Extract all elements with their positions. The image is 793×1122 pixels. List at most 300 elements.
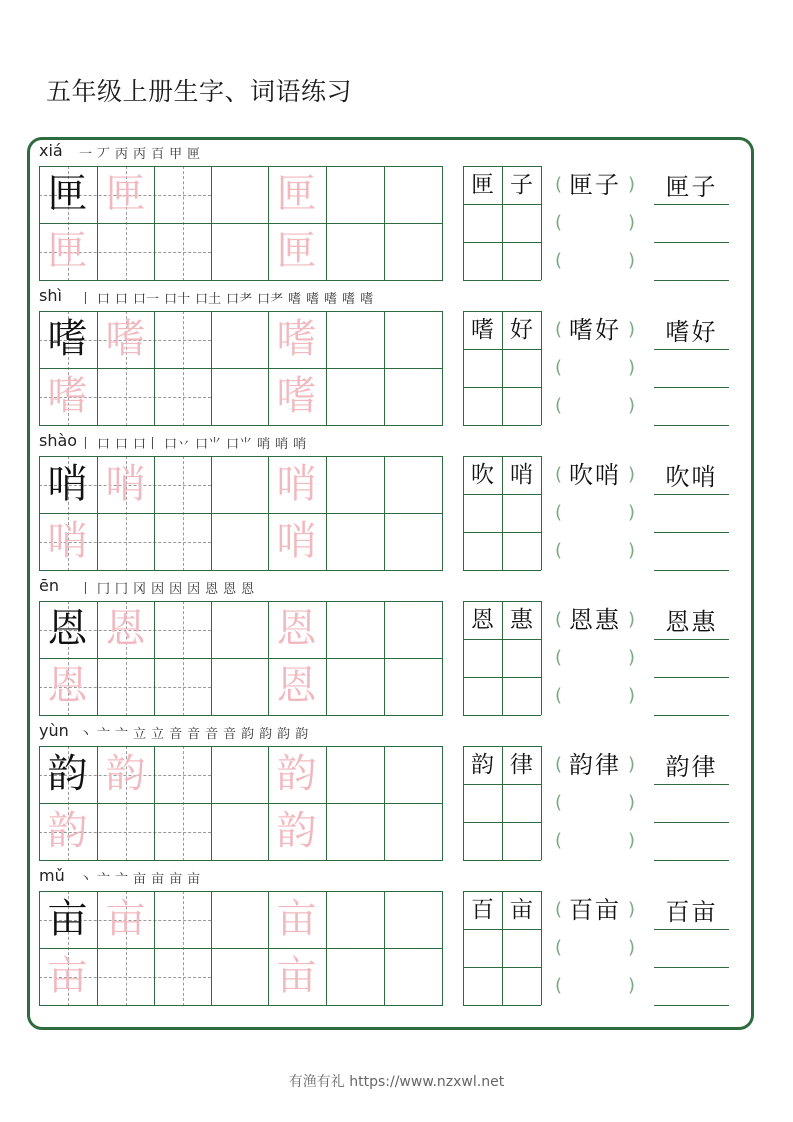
writing-cell[interactable] <box>384 658 441 715</box>
right-paren: ) <box>627 792 635 813</box>
writing-cell[interactable] <box>211 223 268 280</box>
paren-word: 吹哨 <box>569 461 621 489</box>
blank-parens[interactable] <box>555 204 635 242</box>
right-paren: ) <box>627 357 635 378</box>
trace-character: 嗜 <box>47 373 88 419</box>
writing-cell[interactable] <box>326 746 383 803</box>
grid-line <box>541 456 542 570</box>
writing-cell[interactable] <box>211 746 268 803</box>
grid-line <box>463 822 541 823</box>
trace-character: 嗜 <box>105 316 146 362</box>
stroke-step: 一 <box>79 147 93 162</box>
stroke-step: 嗜 <box>342 292 356 307</box>
right-paren: ) <box>627 754 635 775</box>
trace-character: 恩 <box>105 606 146 652</box>
writing-cell[interactable] <box>326 513 383 570</box>
writing-cell[interactable] <box>154 456 211 513</box>
answer-line[interactable] <box>654 204 729 243</box>
stroke-step: 百 <box>151 147 165 162</box>
left-paren: ( <box>555 250 563 271</box>
trace-character: 恩 <box>276 606 317 652</box>
writing-cell[interactable] <box>97 891 154 948</box>
answer-line[interactable] <box>654 349 729 388</box>
blank-parens[interactable] <box>555 639 635 677</box>
answer-word: 嗜好 <box>665 318 718 346</box>
trace-character: 恩 <box>276 663 317 709</box>
stroke-step: 丙 <box>133 147 147 162</box>
practice-section <box>0 282 793 427</box>
grid-line <box>541 311 542 425</box>
word-character: 律 <box>510 752 533 778</box>
writing-grid <box>39 746 442 861</box>
paren-word: 嗜好 <box>569 316 621 344</box>
writing-cell[interactable] <box>268 746 325 803</box>
trace-character: 亩 <box>276 896 317 942</box>
stroke-step: 韵 <box>277 727 291 742</box>
answer-word: 恩惠 <box>665 608 718 636</box>
stroke-order <box>79 723 313 742</box>
writing-cell[interactable] <box>97 223 154 280</box>
answer-line[interactable] <box>654 242 729 281</box>
stroke-step: 立 <box>151 727 165 742</box>
word-character: 匣 <box>471 172 494 198</box>
stroke-step: 丶 <box>79 872 93 887</box>
paren-word: 韵律 <box>569 751 621 779</box>
word-character: 韵 <box>471 752 494 778</box>
grid-line <box>463 715 541 716</box>
right-paren: ) <box>627 212 635 233</box>
writing-grid <box>39 456 442 571</box>
stroke-step: 恩 <box>205 582 219 597</box>
blank-parens[interactable] <box>555 929 635 967</box>
writing-cell[interactable] <box>384 456 441 513</box>
stroke-step: 亠 <box>97 872 111 887</box>
writing-grid <box>39 311 442 426</box>
writing-cell[interactable] <box>326 948 383 1005</box>
left-paren: ( <box>555 609 563 630</box>
stroke-step: 恩 <box>223 582 237 597</box>
answer-word: 韵律 <box>665 753 718 781</box>
left-paren: ( <box>555 174 563 195</box>
trace-character: 韵 <box>105 751 146 797</box>
writing-grid <box>39 166 442 281</box>
word-grid <box>463 456 541 570</box>
writing-cell[interactable] <box>268 311 325 368</box>
grid-line <box>39 425 442 426</box>
grid-line <box>541 166 542 280</box>
word-character: 子 <box>510 172 533 198</box>
right-paren: ) <box>627 395 635 416</box>
trace-character: 匣 <box>276 228 317 274</box>
word-character: 嗜 <box>471 317 494 343</box>
writing-cell[interactable] <box>97 368 154 425</box>
stroke-step: 哨 <box>275 437 289 452</box>
model-character: 亩 <box>47 896 88 942</box>
writing-cell[interactable] <box>384 601 441 658</box>
left-paren: ( <box>555 395 563 416</box>
writing-cell[interactable] <box>97 658 154 715</box>
writing-cell[interactable] <box>154 368 211 425</box>
writing-cell[interactable] <box>154 601 211 658</box>
stroke-order <box>79 143 205 162</box>
stroke-step: 口⺌ <box>226 437 253 452</box>
grid-line <box>463 784 541 785</box>
grid-line <box>463 1005 541 1006</box>
left-paren: ( <box>555 685 563 706</box>
stroke-step: 亩 <box>169 872 183 887</box>
writing-cell[interactable] <box>39 368 96 425</box>
stroke-step: 亩 <box>151 872 165 887</box>
writing-cell[interactable] <box>268 658 325 715</box>
writing-cell[interactable] <box>268 513 325 570</box>
answer-line[interactable] <box>654 677 729 716</box>
answer-line[interactable] <box>654 822 729 861</box>
grid-line <box>442 891 443 1006</box>
trace-character: 亩 <box>276 953 317 999</box>
model-character: 韵 <box>47 751 88 797</box>
writing-cell[interactable] <box>154 223 211 280</box>
answer-line-example <box>654 601 729 640</box>
writing-cell[interactable] <box>97 803 154 860</box>
stroke-step: 口一 <box>133 292 160 307</box>
answer-word: 吹哨 <box>665 463 718 491</box>
writing-cell[interactable] <box>326 311 383 368</box>
stroke-step: 亠 <box>115 727 129 742</box>
grid-line <box>39 1005 442 1006</box>
trace-character: 亩 <box>47 953 88 999</box>
word-character: 百 <box>471 897 494 923</box>
grid-line <box>463 494 541 495</box>
writing-cell[interactable] <box>384 513 441 570</box>
writing-cell[interactable] <box>268 368 325 425</box>
grid-line <box>541 601 542 715</box>
right-paren: ) <box>627 250 635 271</box>
left-paren: ( <box>555 647 563 668</box>
answer-line[interactable] <box>654 929 729 968</box>
word-character: 惠 <box>510 607 533 633</box>
grid-line <box>463 425 541 426</box>
grid-line <box>541 891 542 1005</box>
stroke-step: 亠 <box>97 727 111 742</box>
blank-parens[interactable] <box>555 242 635 280</box>
stroke-step: 因 <box>187 582 201 597</box>
writing-cell[interactable] <box>154 948 211 1005</box>
grid-line <box>463 532 541 533</box>
paren-word: 百亩 <box>569 896 621 924</box>
word-grid <box>463 601 541 715</box>
stroke-step: 口耂 <box>257 292 284 307</box>
stroke-step: 韵 <box>295 727 309 742</box>
grid-line <box>39 280 442 281</box>
writing-cell[interactable] <box>326 891 383 948</box>
stroke-step: 口 <box>115 437 129 452</box>
writing-cell[interactable] <box>384 166 441 223</box>
writing-cell[interactable] <box>154 746 211 803</box>
stroke-step: 口丷 <box>164 437 191 452</box>
stroke-step: 音 <box>169 727 183 742</box>
trace-character: 匣 <box>105 171 146 217</box>
writing-cell[interactable] <box>154 658 211 715</box>
right-paren: ) <box>627 647 635 668</box>
answer-line[interactable] <box>654 967 729 1006</box>
writing-cell[interactable] <box>211 513 268 570</box>
stroke-step: 丨 <box>79 292 93 307</box>
writing-cell[interactable] <box>97 166 154 223</box>
blank-parens[interactable] <box>555 784 635 822</box>
pinyin-label: xiá <box>39 141 63 160</box>
stroke-step: 恩 <box>241 582 255 597</box>
writing-cell[interactable] <box>211 601 268 658</box>
trace-character: 匣 <box>276 171 317 217</box>
right-paren: ) <box>627 540 635 561</box>
answer-line-example <box>654 746 729 785</box>
stroke-step: 立 <box>133 727 147 742</box>
stroke-step: 哨 <box>293 437 307 452</box>
trace-character: 哨 <box>105 461 146 507</box>
writing-cell[interactable] <box>384 746 441 803</box>
blank-parens[interactable] <box>555 494 635 532</box>
word-in-parens <box>555 311 635 349</box>
answer-line[interactable] <box>654 639 729 678</box>
right-paren: ) <box>627 609 635 630</box>
left-paren: ( <box>555 830 563 851</box>
right-paren: ) <box>627 975 635 996</box>
writing-cell[interactable] <box>39 891 96 948</box>
trace-character: 嗜 <box>276 316 317 362</box>
writing-cell[interactable] <box>154 166 211 223</box>
grid-line <box>463 280 541 281</box>
right-paren: ) <box>627 464 635 485</box>
word-character: 恩 <box>471 607 494 633</box>
left-paren: ( <box>555 212 563 233</box>
stroke-step: 丆 <box>97 147 111 162</box>
writing-cell[interactable] <box>268 803 325 860</box>
model-character: 嗜 <box>47 316 88 362</box>
grid-line <box>442 311 443 426</box>
writing-cell[interactable] <box>154 513 211 570</box>
stroke-step: 口 <box>97 292 111 307</box>
answer-line-example <box>654 891 729 930</box>
answer-line-example <box>654 166 729 205</box>
grid-line <box>39 860 442 861</box>
grid-line <box>39 715 442 716</box>
writing-cell[interactable] <box>39 456 96 513</box>
writing-cell[interactable] <box>97 601 154 658</box>
writing-cell[interactable] <box>268 456 325 513</box>
writing-cell[interactable] <box>211 456 268 513</box>
pinyin-label: ēn <box>39 576 59 595</box>
stroke-step: 冂 <box>97 582 111 597</box>
answer-word: 匣子 <box>665 173 718 201</box>
answer-line[interactable] <box>654 387 729 426</box>
answer-line[interactable] <box>654 532 729 571</box>
left-paren: ( <box>555 899 563 920</box>
stroke-step: 口土 <box>195 292 222 307</box>
left-paren: ( <box>555 540 563 561</box>
pinyin-label: mǔ <box>39 866 65 885</box>
word-grid <box>463 746 541 860</box>
stroke-step: 丶 <box>79 727 93 742</box>
writing-cell[interactable] <box>211 948 268 1005</box>
writing-cell[interactable] <box>39 311 96 368</box>
blank-parens[interactable] <box>555 532 635 570</box>
page-title: 五年级上册生字、词语练习 <box>46 77 353 106</box>
answer-line[interactable] <box>654 784 729 823</box>
writing-cell[interactable] <box>97 513 154 570</box>
word-in-parens <box>555 166 635 204</box>
writing-cell[interactable] <box>39 746 96 803</box>
writing-cell[interactable] <box>384 223 441 280</box>
trace-character: 亩 <box>105 896 146 942</box>
stroke-step: 因 <box>169 582 183 597</box>
writing-cell[interactable] <box>211 803 268 860</box>
practice-section <box>0 862 793 1007</box>
stroke-step: 口⺌ <box>195 437 222 452</box>
left-paren: ( <box>555 357 563 378</box>
writing-cell[interactable] <box>268 948 325 1005</box>
stroke-step: 冈 <box>133 582 147 597</box>
writing-cell[interactable] <box>39 223 96 280</box>
stroke-order <box>79 578 259 597</box>
grid-line <box>541 746 542 860</box>
practice-section <box>0 572 793 717</box>
writing-cell[interactable] <box>326 658 383 715</box>
grid-line <box>39 570 442 571</box>
pinyin-label: yùn <box>39 721 69 740</box>
pinyin-label: shì <box>39 286 62 305</box>
stroke-step: 冂 <box>115 582 129 597</box>
writing-cell[interactable] <box>326 223 383 280</box>
grid-line <box>442 601 443 716</box>
writing-cell[interactable] <box>39 166 96 223</box>
grid-line <box>463 929 541 930</box>
right-paren: ) <box>627 899 635 920</box>
writing-cell[interactable] <box>384 891 441 948</box>
word-character: 好 <box>510 317 533 343</box>
trace-character: 嗜 <box>276 373 317 419</box>
stroke-step: 丙 <box>115 147 129 162</box>
writing-cell[interactable] <box>39 601 96 658</box>
word-in-parens <box>555 601 635 639</box>
paren-word: 匣子 <box>569 171 621 199</box>
stroke-step: 韵 <box>241 727 255 742</box>
right-paren: ) <box>627 502 635 523</box>
writing-cell[interactable] <box>326 803 383 860</box>
stroke-step: 甲 <box>169 147 183 162</box>
writing-cell[interactable] <box>384 948 441 1005</box>
trace-character: 哨 <box>276 518 317 564</box>
right-paren: ) <box>627 319 635 340</box>
writing-cell[interactable] <box>97 746 154 803</box>
word-grid <box>463 166 541 280</box>
blank-parens[interactable] <box>555 677 635 715</box>
stroke-step: 亩 <box>187 872 201 887</box>
stroke-step: 嗜 <box>360 292 374 307</box>
writing-cell[interactable] <box>211 311 268 368</box>
blank-parens[interactable] <box>555 822 635 860</box>
writing-cell[interactable] <box>154 803 211 860</box>
stroke-step: 口 <box>97 437 111 452</box>
trace-character: 韵 <box>276 808 317 854</box>
writing-cell[interactable] <box>39 803 96 860</box>
grid-line <box>463 860 541 861</box>
right-paren: ) <box>627 830 635 851</box>
writing-cell[interactable] <box>268 601 325 658</box>
grid-line <box>463 677 541 678</box>
stroke-step: 匣 <box>187 147 201 162</box>
stroke-step: 口耂 <box>226 292 253 307</box>
trace-character: 匣 <box>47 228 88 274</box>
stroke-step: 亩 <box>133 872 147 887</box>
stroke-step: 音 <box>223 727 237 742</box>
stroke-step: 嗜 <box>306 292 320 307</box>
writing-cell[interactable] <box>268 223 325 280</box>
writing-cell[interactable] <box>211 658 268 715</box>
writing-cell[interactable] <box>326 368 383 425</box>
stroke-step: 丨 <box>79 582 93 597</box>
writing-cell[interactable] <box>384 368 441 425</box>
writing-cell[interactable] <box>384 311 441 368</box>
writing-cell[interactable] <box>268 891 325 948</box>
grid-line <box>463 570 541 571</box>
writing-cell[interactable] <box>154 311 211 368</box>
blank-parens[interactable] <box>555 387 635 425</box>
writing-cell[interactable] <box>97 948 154 1005</box>
writing-cell[interactable] <box>326 601 383 658</box>
right-paren: ) <box>627 174 635 195</box>
stroke-order <box>79 288 378 307</box>
blank-parens[interactable] <box>555 967 635 1005</box>
writing-cell[interactable] <box>326 166 383 223</box>
stroke-step: 韵 <box>259 727 273 742</box>
writing-cell[interactable] <box>268 166 325 223</box>
stroke-step: 口 <box>115 292 129 307</box>
answer-line-example <box>654 311 729 350</box>
stroke-step: 音 <box>205 727 219 742</box>
word-character: 吹 <box>471 462 494 488</box>
practice-section <box>0 137 793 282</box>
practice-section <box>0 427 793 572</box>
word-character: 亩 <box>510 897 533 923</box>
stroke-step: 音 <box>187 727 201 742</box>
writing-cell[interactable] <box>154 891 211 948</box>
word-in-parens <box>555 456 635 494</box>
answer-line-example <box>654 456 729 495</box>
stroke-step: 亠 <box>115 872 129 887</box>
writing-cell[interactable] <box>39 658 96 715</box>
writing-cell[interactable] <box>211 166 268 223</box>
footer-watermark: 有渔有礼 https://www.nzxwl.net <box>288 1074 505 1090</box>
word-in-parens <box>555 746 635 784</box>
left-paren: ( <box>555 975 563 996</box>
writing-cell[interactable] <box>97 456 154 513</box>
blank-parens[interactable] <box>555 349 635 387</box>
answer-line[interactable] <box>654 494 729 533</box>
right-paren: ) <box>627 685 635 706</box>
practice-section <box>0 717 793 862</box>
writing-cell[interactable] <box>211 368 268 425</box>
writing-grid <box>39 891 442 1006</box>
trace-character: 哨 <box>276 461 317 507</box>
writing-cell[interactable] <box>211 891 268 948</box>
writing-cell[interactable] <box>39 948 96 1005</box>
writing-cell[interactable] <box>39 513 96 570</box>
writing-cell[interactable] <box>97 311 154 368</box>
model-character: 哨 <box>47 461 88 507</box>
writing-cell[interactable] <box>326 456 383 513</box>
left-paren: ( <box>555 319 563 340</box>
writing-cell[interactable] <box>384 803 441 860</box>
